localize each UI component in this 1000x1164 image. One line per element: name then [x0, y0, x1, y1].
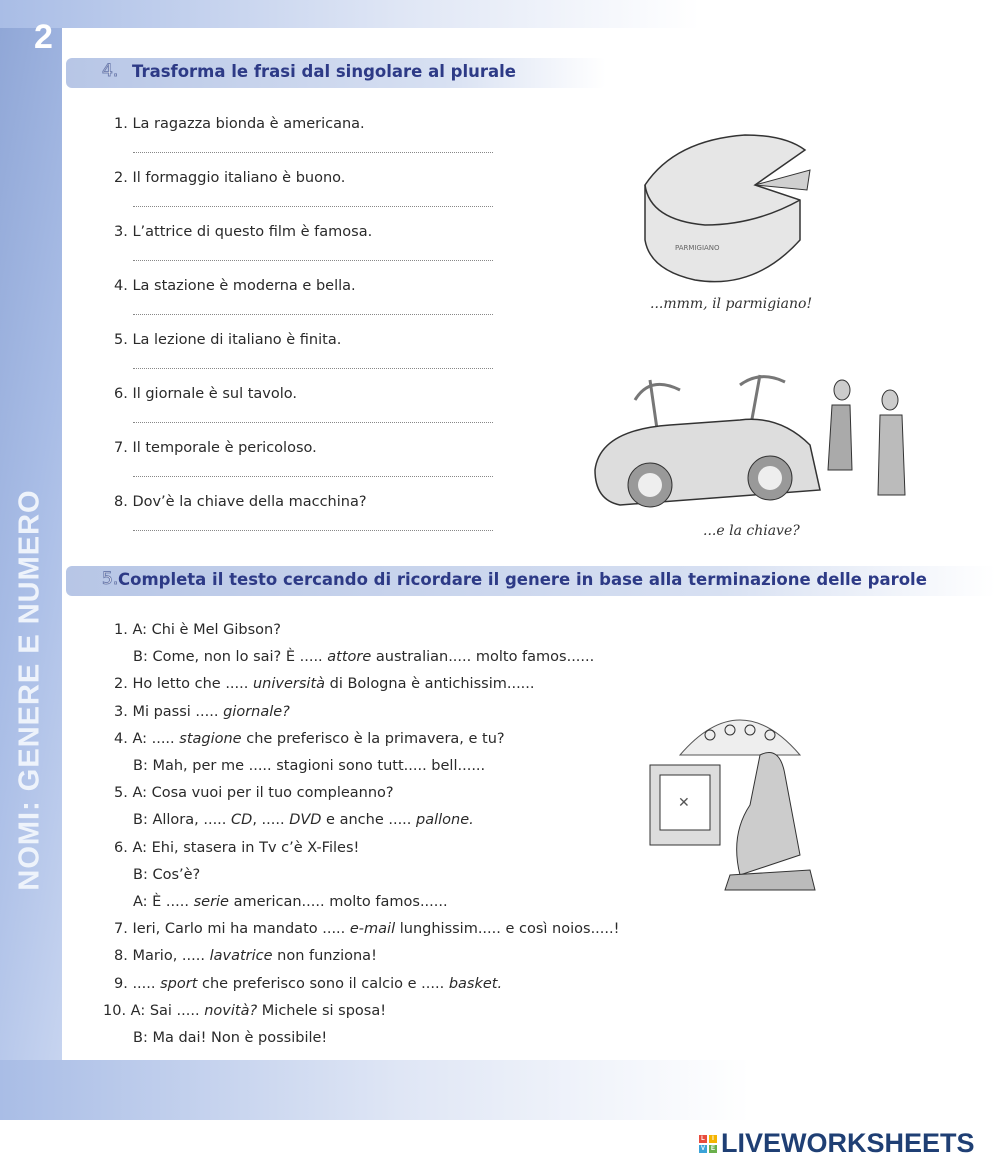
- line-text: B: Cos’è?: [133, 866, 201, 883]
- exercise5-line: [114, 785, 394, 801]
- answer-line[interactable]: [133, 260, 493, 261]
- section5-title: Completa il testo cercando di ricordare il genere in base alla terminazione delle parole: [118, 570, 927, 589]
- key-word: pallone.: [416, 812, 474, 829]
- unit-number: 2: [34, 18, 53, 56]
- exercise4-item: 6. Il giornale è sul tavolo.: [114, 386, 297, 402]
- cheese-illustration: [635, 110, 815, 300]
- section5-number: 5.: [102, 569, 119, 589]
- line-text: 6. A: Ehi, stasera in Tv c’è X-Files!: [114, 839, 360, 856]
- section4-header: [66, 58, 606, 88]
- exercise5-line: [133, 812, 474, 828]
- line-text: american..... molto famos......: [228, 894, 448, 910]
- svg-text:PARMIGIANO: PARMIGIANO: [675, 244, 720, 252]
- line-text: di Bologna è antichissim......: [325, 676, 535, 693]
- exercise5-line: [114, 948, 377, 964]
- exercise5-line: [114, 622, 281, 638]
- cheese-caption: ...mmm, il parmigiano!: [650, 296, 813, 312]
- key-word: novità?: [204, 1002, 258, 1019]
- exercise5-line: [114, 731, 505, 747]
- key-word: basket.: [448, 975, 503, 992]
- exercise5-line: [133, 894, 448, 910]
- live-badge-icon: L I V E: [700, 1135, 715, 1152]
- answer-line[interactable]: [133, 206, 493, 207]
- exercise5-line: [114, 704, 290, 720]
- key-word: università: [252, 676, 326, 693]
- exercise4-item: 8. Dov’è la chiave della macchina?: [114, 494, 367, 510]
- exercise5-line: [133, 867, 200, 883]
- exercise4-item: 4. La stazione è moderna e bella.: [114, 278, 356, 294]
- answer-line[interactable]: [133, 368, 493, 369]
- exercise4-item: 5. La lezione di italiano è finita.: [114, 332, 342, 348]
- line-text: 10. A: Sai .....: [103, 1002, 205, 1019]
- key-word: DVD: [289, 812, 322, 829]
- alien-tv-illustration: [630, 695, 820, 895]
- side-title: NOMI: GENERE E NUMERO: [13, 489, 46, 891]
- line-text: 3. Mi passi .....: [114, 703, 224, 720]
- line-text: e anche .....: [321, 812, 416, 829]
- exercise4-item: 7. Il temporale è pericoloso.: [114, 440, 317, 456]
- line-text: 4. A: .....: [114, 730, 180, 747]
- line-text: non funziona!: [272, 948, 377, 965]
- line-text: B: Come, non lo sai? È .....: [133, 649, 328, 666]
- exercise5-line: [103, 1003, 386, 1019]
- exercise4-item: 2. Il formaggio italiano è buono.: [114, 170, 346, 186]
- line-text: che preferisco è la primavera, e tu?: [241, 730, 505, 747]
- line-text: B: Mah, per me ..... stagioni sono tutt..... bell......: [133, 758, 486, 774]
- car-illustration: [590, 370, 920, 525]
- line-text: B: Ma dai! Non è possibile!: [133, 1030, 328, 1046]
- section5-header: [66, 566, 996, 596]
- exercise5-line: [114, 921, 619, 937]
- answer-line[interactable]: [133, 422, 493, 423]
- top-band: [0, 0, 1000, 28]
- answer-line[interactable]: [133, 152, 493, 153]
- exercise5-line: [133, 649, 594, 665]
- line-text: australian..... molto famos......: [371, 649, 595, 666]
- key-word: serie: [193, 894, 229, 910]
- line-text: B: Allora, .....: [133, 812, 232, 829]
- key-word: sport: [160, 975, 198, 992]
- logo-text: LIVEWORKSHEETS: [721, 1128, 975, 1158]
- key-word: stagione: [179, 730, 242, 747]
- bottom-band: [0, 1060, 1000, 1120]
- line-text: che preferisco sono il calcio e .....: [197, 975, 449, 992]
- answer-line[interactable]: [133, 530, 493, 531]
- line-text: 9. .....: [114, 975, 161, 992]
- line-text: 8. Mario, .....: [114, 948, 210, 965]
- exercise5-line: [133, 1030, 327, 1046]
- line-text: 2. Ho letto che .....: [114, 676, 253, 693]
- key-word: giornale?: [223, 703, 290, 720]
- exercise5-line: [114, 840, 359, 856]
- car-caption: ...e la chiave?: [703, 523, 800, 539]
- key-word: CD: [231, 812, 253, 829]
- line-text: 7. Ieri, Carlo mi ha mandato .....: [114, 921, 350, 938]
- line-text: 1. A: Chi è Mel Gibson?: [114, 622, 281, 638]
- answer-line[interactable]: [133, 314, 493, 315]
- exercise5-line: [114, 676, 535, 692]
- section4-title: Trasforma le frasi dal singolare al plurale: [132, 62, 516, 81]
- exercise4-item: 3. L’attrice di questo film è famosa.: [114, 224, 373, 240]
- line-text: lunghissim..... e così noios.....!: [395, 921, 620, 938]
- key-word: e-mail: [349, 921, 396, 938]
- line-text: A: È .....: [133, 894, 194, 910]
- exercise4-item: 1. La ragazza bionda è americana.: [114, 116, 365, 132]
- key-word: lavatrice: [209, 948, 273, 965]
- svg-text:✕: ✕: [678, 795, 690, 811]
- line-text: 5. A: Cosa vuoi per il tuo compleanno?: [114, 785, 394, 802]
- answer-line[interactable]: [133, 476, 493, 477]
- key-word: attore: [327, 649, 372, 666]
- line-text: Michele si sposa!: [257, 1002, 387, 1019]
- exercise5-line: [133, 758, 485, 774]
- liveworksheets-logo: [698, 1128, 975, 1159]
- line-text: , .....: [252, 812, 290, 829]
- section4-number: 4.: [102, 61, 119, 81]
- exercise5-line: [114, 976, 502, 992]
